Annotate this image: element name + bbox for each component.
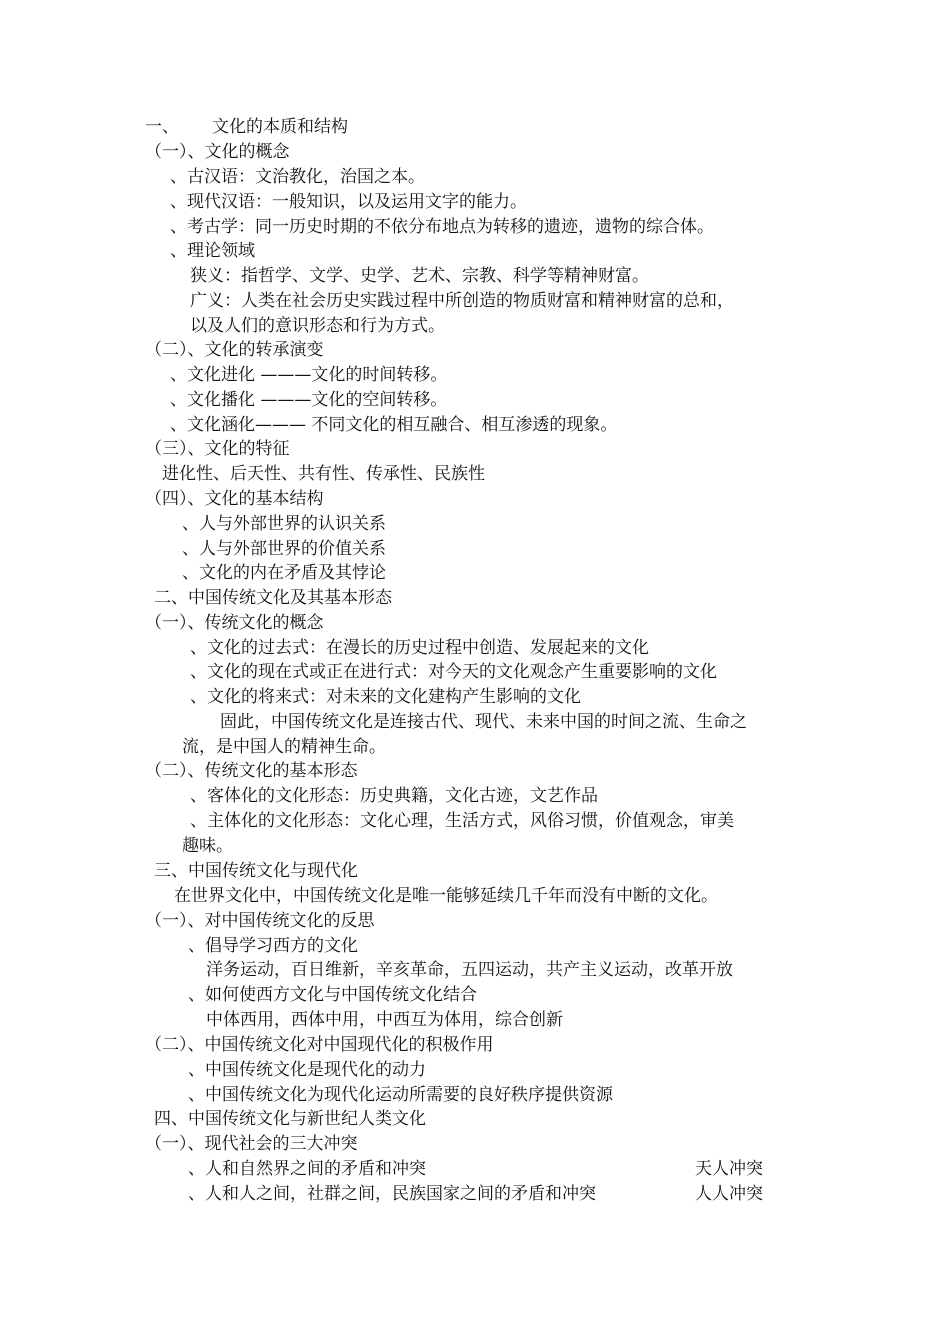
text-line: 狭义：指哲学、文学、史学、艺术、宗教、科学等精神财富。 — [190, 266, 649, 286]
section-heading: 三、中国传统文化与现代化 — [154, 861, 358, 881]
subsection-heading: （一）、现代社会的三大冲突 — [145, 1134, 358, 1154]
subsection-heading: （一）、对中国传统文化的反思 — [145, 911, 375, 931]
text-line: 在世界文化中，中国传统文化是唯一能够延续几千年而没有中断的文化。 — [174, 886, 718, 906]
text-line: 、文化的将来式：对未来的文化建构产生影响的文化 — [190, 687, 581, 707]
subsection-heading: （一）、传统文化的概念 — [145, 613, 324, 633]
text-line: 、文化涵化——— 不同文化的相互融合、相互渗透的现象。 — [170, 415, 618, 435]
text-line: 、理论领域 — [170, 241, 255, 261]
text-line: 洋务运动，百日维新，辛亥革命，五四运动，共产主义运动，改革开放 — [206, 960, 733, 980]
conflict-label: 人人冲突 — [695, 1184, 763, 1204]
text-line: 广义：人类在社会历史实践过程中所创造的物质财富和精神财富的总和， — [190, 291, 734, 311]
text-line: 、人和人之间，社群之间，民族国家之间的矛盾和冲突 — [188, 1184, 596, 1204]
text-line: 、文化的现在式或正在进行式：对今天的文化观念产生重要影响的文化 — [190, 662, 717, 682]
text-line: 进化性、后天性、共有性、传承性、民族性 — [162, 464, 485, 484]
subsection-heading: （二）、中国传统文化对中国现代化的积极作用 — [145, 1035, 494, 1055]
text-line: 以及人们的意识形态和行为方式。 — [190, 316, 445, 336]
text-line: 、倡导学习西方的文化 — [188, 936, 358, 956]
text-line: 、人和自然界之间的矛盾和冲突 — [188, 1159, 426, 1179]
conflict-label: 天人冲突 — [695, 1159, 763, 1179]
subsection-heading: （三）、文化的特征 — [145, 439, 290, 459]
text-line: 、现代汉语：一般知识，以及运用文字的能力。 — [170, 192, 527, 212]
text-line: 、古汉语：文治教化，治国之本。 — [170, 167, 425, 187]
section-heading: 二、中国传统文化及其基本形态 — [154, 588, 392, 608]
text-line: 、文化的过去式：在漫长的历史过程中创造、发展起来的文化 — [190, 638, 649, 658]
text-line: 趣味。 — [182, 836, 233, 856]
text-line: 、中国传统文化是现代化的动力 — [188, 1060, 426, 1080]
text-line: 、客体化的文化形态：历史典籍，文化古迹，文艺作品 — [190, 786, 598, 806]
section-heading: 四、中国传统文化与新世纪人类文化 — [154, 1109, 426, 1129]
subsection-heading: （二）、文化的转承演变 — [145, 340, 324, 360]
section-1-number: 一、 — [145, 117, 179, 137]
text-line: 、文化播化 ———文化的空间转移。 — [170, 390, 448, 410]
subsection-heading: （一）、文化的概念 — [145, 142, 290, 162]
text-line: 、考古学：同一历史时期的不依分布地点为转移的遗迹，遗物的综合体。 — [170, 217, 714, 237]
text-line: 流，是中国人的精神生命。 — [182, 737, 386, 757]
text-line: 固此，中国传统文化是连接古代、现代、未来中国的时间之流、生命之 — [220, 712, 747, 732]
text-line: 中体西用，西体中用，中西互为体用，综合创新 — [206, 1010, 563, 1030]
text-line: 、如何使西方文化与中国传统文化结合 — [188, 985, 477, 1005]
subsection-heading: （四）、文化的基本结构 — [145, 489, 324, 509]
text-line: 、文化进化 ———文化的时间转移。 — [170, 365, 448, 385]
subsection-heading: （二）、传统文化的基本形态 — [145, 761, 358, 781]
text-line: 、文化的内在矛盾及其悖论 — [182, 563, 386, 583]
text-line: 、中国传统文化为现代化运动所需要的良好秩序提供资源 — [188, 1085, 613, 1105]
text-line: 、主体化的文化形态：文化心理，生活方式，风俗习惯，价值观念，审美 — [190, 811, 734, 831]
section-1-heading: 文化的本质和结构 — [212, 117, 348, 137]
text-line: 、人与外部世界的认识关系 — [182, 514, 386, 534]
text-line: 、人与外部世界的价值关系 — [182, 539, 386, 559]
